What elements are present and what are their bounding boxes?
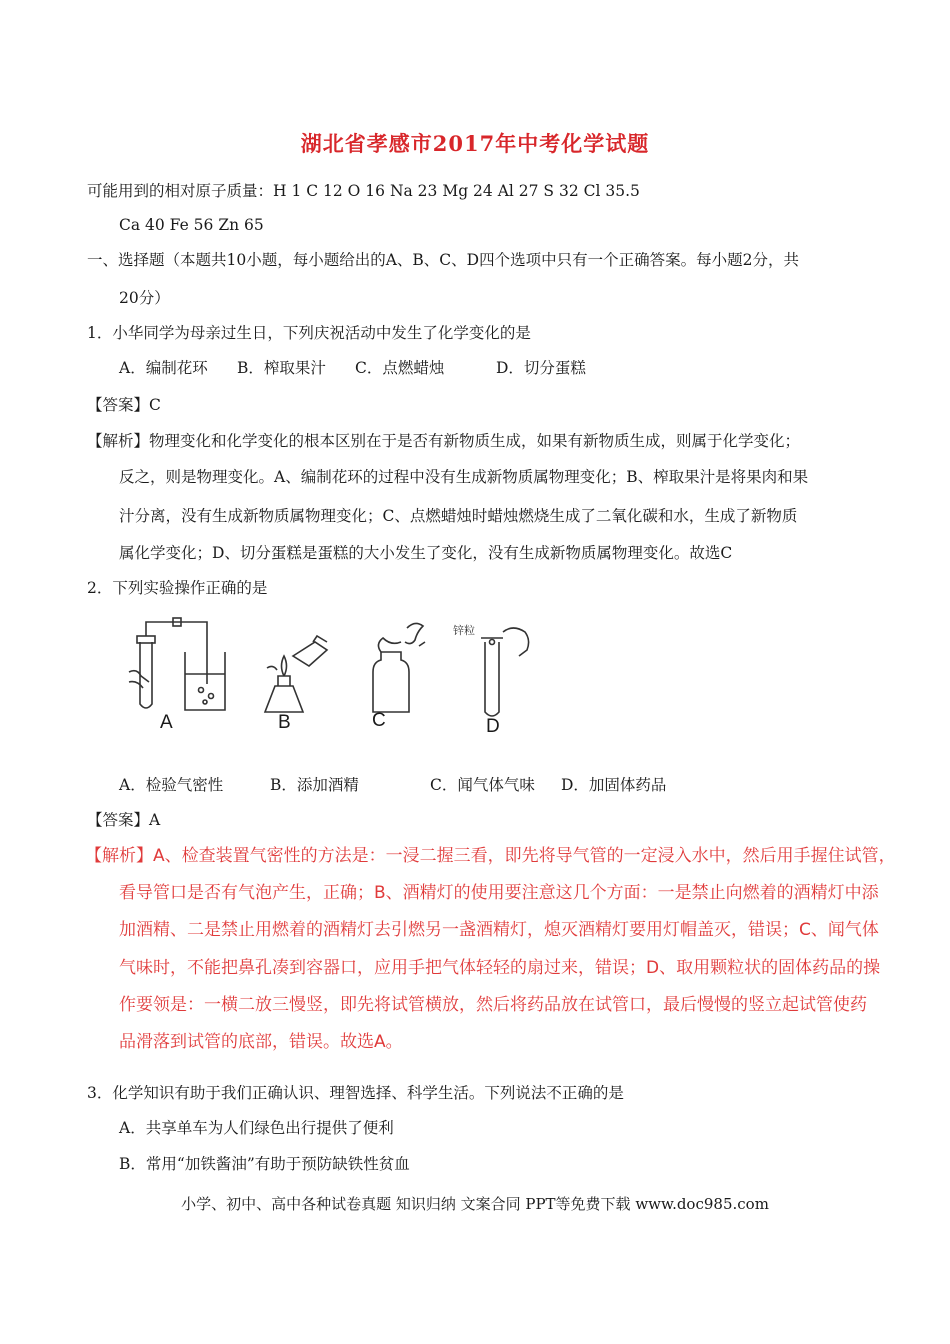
section-header-cont: 20分）: [119, 289, 170, 307]
atomic-masses-line1: 可能用到的相对原子质量：H 1 C 12 O 16 Na 23 Mg 24 Al 27 S 32 Cl 35.5: [87, 182, 640, 200]
figure-label-d: D: [486, 716, 500, 737]
option-b: B．榨取果汁: [237, 359, 326, 377]
question-1-stem: 1．小华同学为母亲过生日，下列庆祝活动中发生了化学变化的是: [87, 324, 531, 342]
question-2-options: [119, 774, 666, 796]
lab-operations-figure: [115, 612, 535, 732]
question-2-analysis-4: 气味时，不能把鼻孔凑到容器口，应用手把气体轻轻的扇过来，错误；D、取用颗粒状的固体药品的操: [119, 958, 881, 978]
alcohol-lamp-illustration: [265, 636, 327, 712]
question-1-answer: 【答案】C: [87, 396, 161, 414]
test-tube-zinc-illustration: [481, 628, 529, 716]
question-2-stem: 2．下列实验操作正确的是: [87, 579, 268, 597]
option-a: A．检验气密性: [119, 776, 224, 794]
question-1-options: [119, 357, 586, 379]
zinc-label: 锌粒: [453, 624, 475, 637]
question-1-analysis-3: 汁分离，没有生成新物质属物理变化；C、点燃蜡烛时蜡烛燃烧生成了二氧化碳和水，生成了新物质: [119, 507, 798, 525]
question-1-analysis-4: 属化学变化；D、切分蛋糕是蛋糕的大小发生了变化，没有生成新物质属物理变化。故选C: [119, 544, 733, 562]
question-2-analysis-2: 看导管口是否有气泡产生，正确；B、酒精灯的使用要注意这几个方面：一是禁止向燃着的酒精灯中添: [119, 883, 879, 903]
question-3-option-a: A．共享单车为人们绿色出行提供了便利: [119, 1119, 394, 1137]
question-2-analysis-3: 加酒精、二是禁止用燃着的酒精灯去引燃另一盏酒精灯，熄灭酒精灯要用灯帽盖灭，错误；C、闻气体: [119, 920, 879, 940]
question-2-analysis-1: 【解析】A、检查装置气密性的方法是：一浸二握三看，即先将导气管的一定浸入水中，然后用手握住试管，: [85, 846, 896, 866]
question-1-analysis-2: 反之，则是物理变化。A、编制花环的过程中没有生成新物质属物理变化；B、榨取果汁是将果肉和果: [119, 468, 809, 486]
page-title: 湖北省孝感市2017年中考化学试题: [300, 131, 650, 156]
option-c: C．点燃蜡烛: [355, 359, 445, 377]
page-footer: 小学、初中、高中各种试卷真题 知识归纳 文案合同 PPT等免费下载 www.doc985.com: [181, 1195, 769, 1213]
section-header: 一、选择题（本题共10小题，每小题给出的A、B、C、D四个选项中只有一个正确答案。每小题2分，共: [87, 251, 799, 269]
question-2-answer: 【答案】A: [87, 811, 161, 829]
option-d: D．加固体药品: [561, 776, 667, 794]
question-1-analysis-1: 【解析】物理变化和化学变化的根本区别在于是否有新物质生成，如果有新物质生成，则属于化学变化；: [87, 432, 801, 450]
question-3-option-b: B．常用“加铁酱油”有助于预防缺铁性贫血: [119, 1155, 410, 1173]
figure-label-a: A: [160, 712, 173, 733]
question-2-analysis-5: 作要领是：一横二放三慢竖，即先将试管横放，然后将药品放在试管口，最后慢慢的竖立起试管使药: [119, 995, 867, 1015]
option-d: D．切分蛋糕: [496, 359, 586, 377]
figure-label-c: C: [372, 710, 386, 731]
option-c: C．闻气体气味: [430, 776, 535, 794]
airtightness-apparatus-illustration: [129, 618, 225, 710]
question-3-stem: 3．化学知识有助于我们正确认识、理智选择、科学生活。下列说法不正确的是: [87, 1084, 624, 1102]
option-b: B．添加酒精: [270, 776, 359, 794]
gas-bottle-illustration: [373, 623, 425, 712]
option-a: A．编制花环: [119, 359, 208, 377]
atomic-masses-line2: Ca 40 Fe 56 Zn 65: [119, 216, 264, 234]
figure-label-b: B: [278, 712, 291, 733]
question-2-analysis-6: 品滑落到试管的底部，错误。故选A。: [119, 1032, 403, 1052]
